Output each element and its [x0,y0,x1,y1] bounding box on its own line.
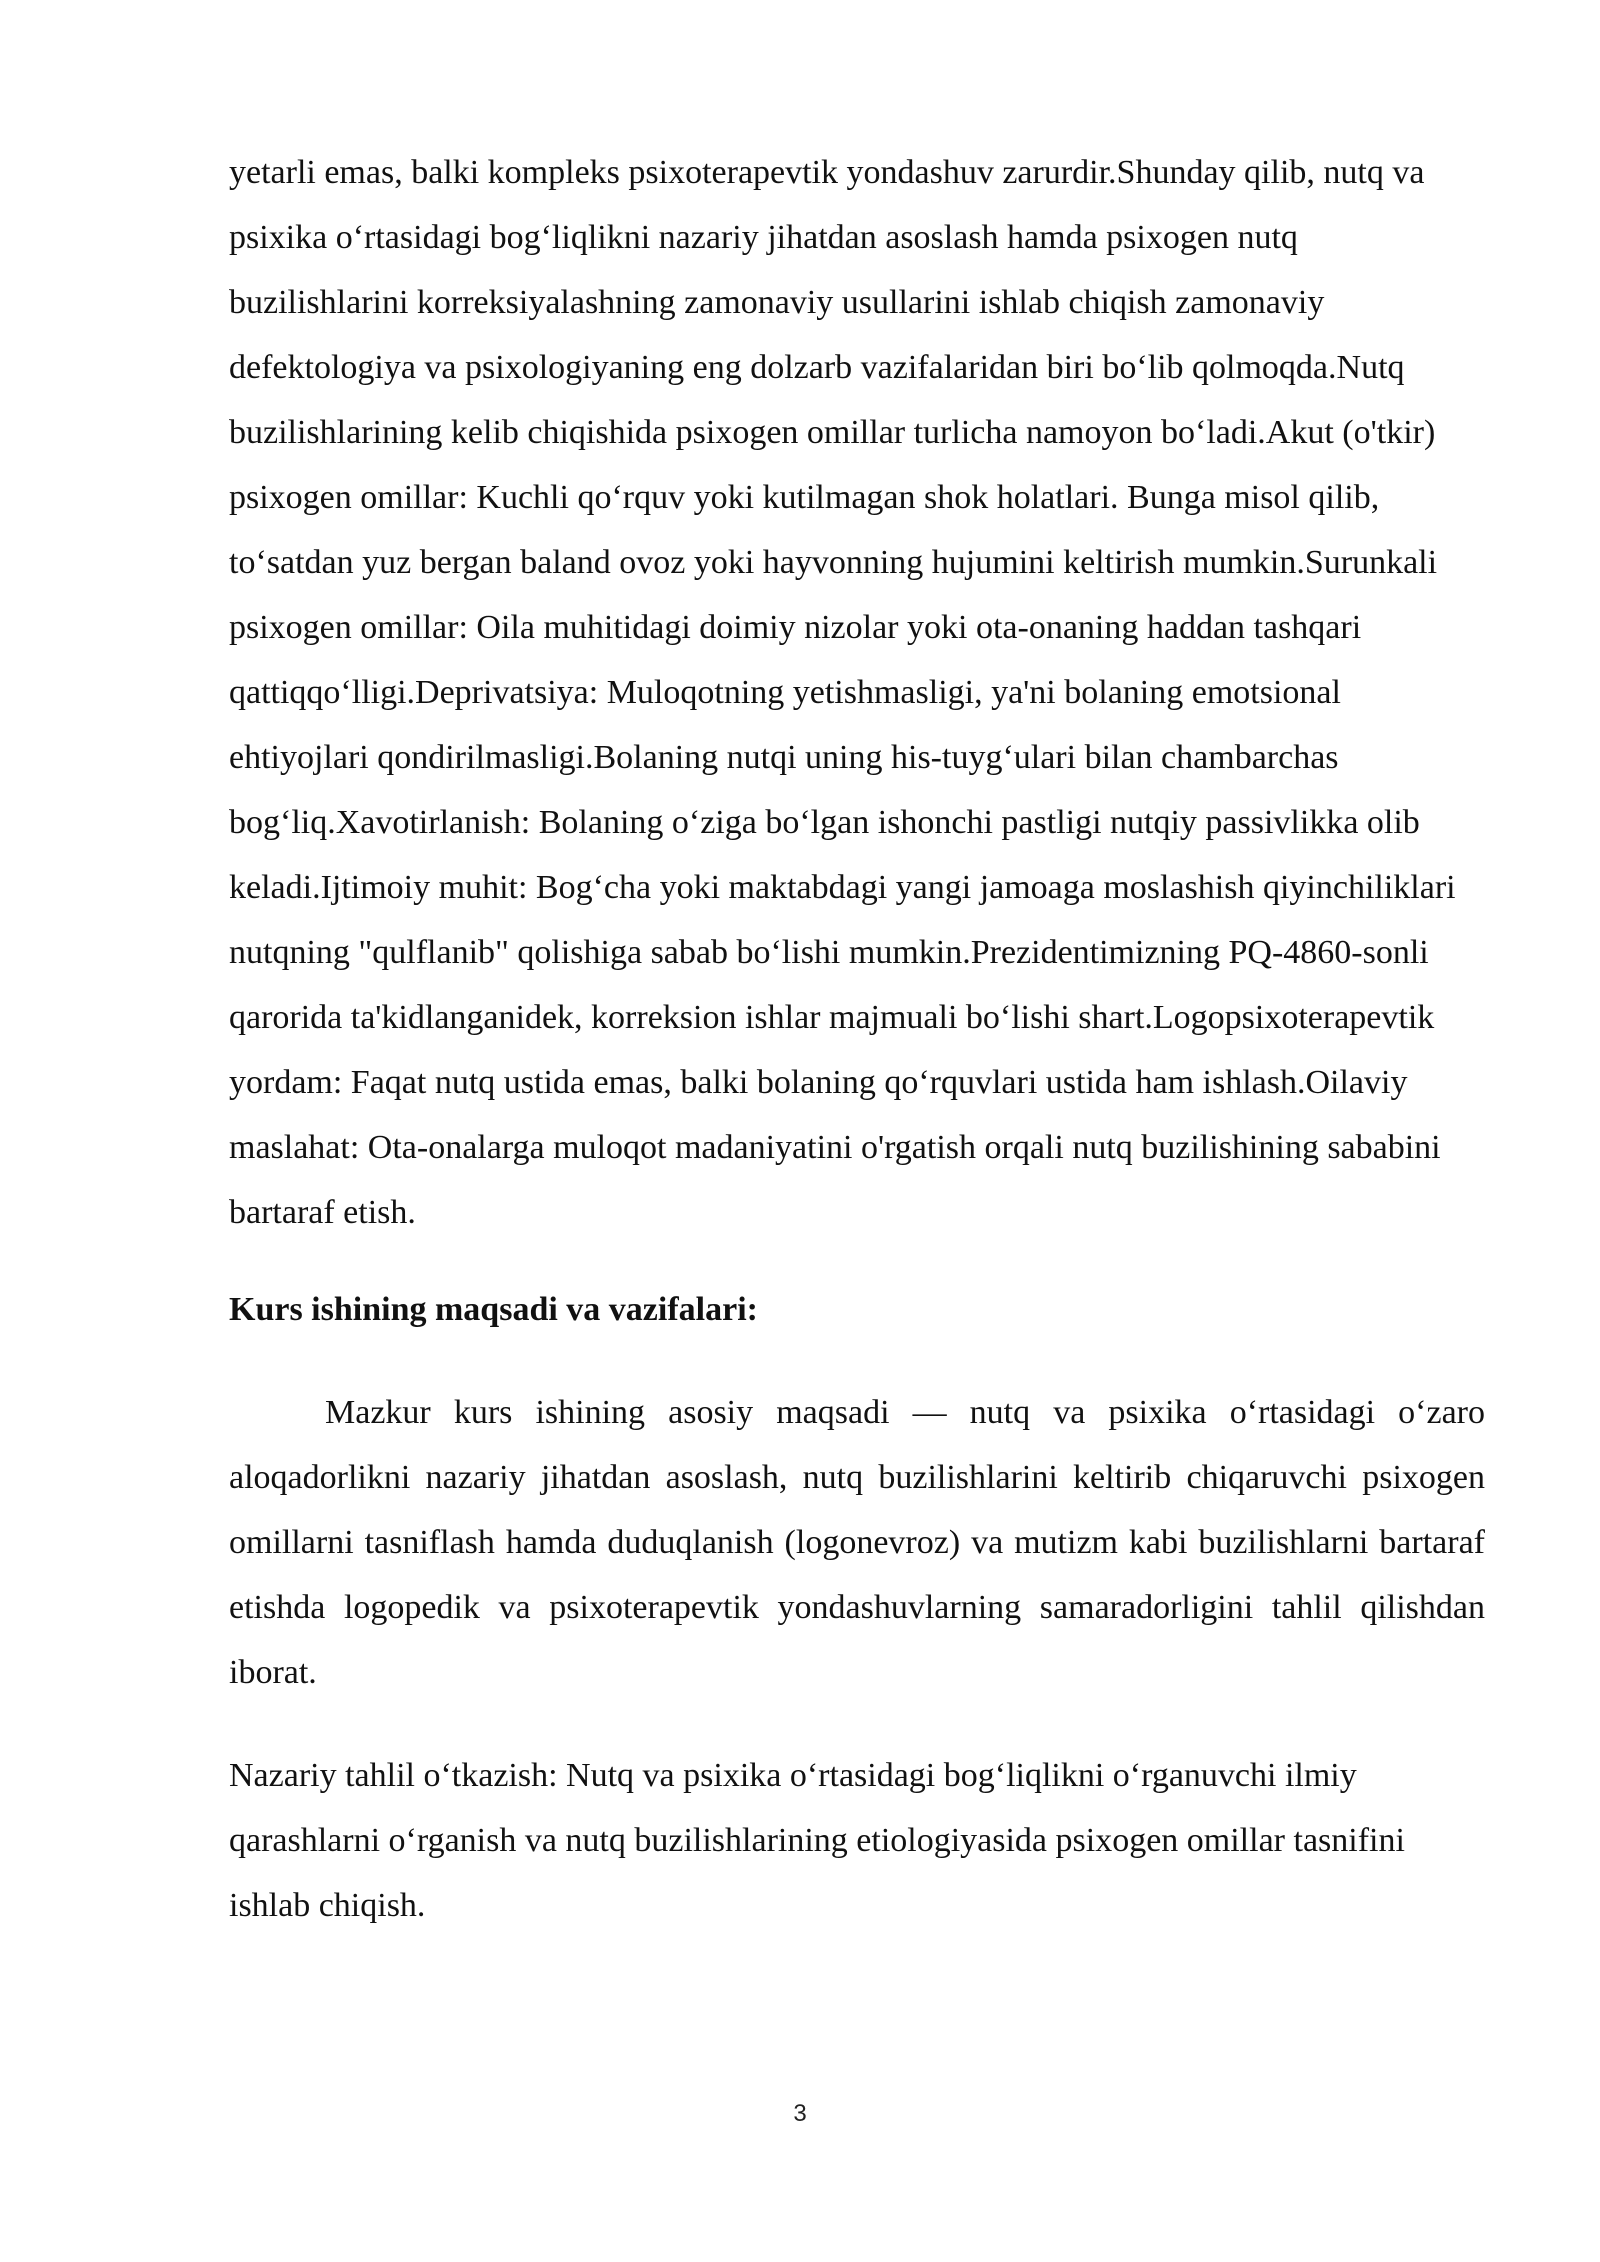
body-paragraph-2: Mazkur kurs ishining asosiy maqsadi — nutq va psixika o‘rtasidagi o‘zaro aloqadorlikni nazariy jihatdan asoslash, nutq buzilishlarini keltirib chiqaruvchi psixogen omillarni tasniflash hamda duduqlanish (logonevroz) va mutizm kabi buzilishlarni bartaraf etishda logopedik va psixoterapevtik yondashuvlarning samaradorligini tahlil qilishdan iborat. [229,1394,1485,1691]
document-body [229,140,1485,1938]
body-paragraph-3: Nazariy tahlil o‘tkazish: Nutq va psixika o‘rtasidagi bog‘liqlikni o‘rganuvchi ilmiy qarashlarni o‘rganish va nutq buzilishlarining etiologiyasida psixogen omillar tasnifini ishlab chiqish. [229,1757,1405,1924]
section-heading: Kurs ishining maqsadi va vazifalari: [229,1291,758,1328]
page-number: 3 [793,2100,807,2127]
body-paragraph-1: yetarli emas, balki kompleks psixoterapevtik yondashuv zarurdir.Shunday qilib, nutq va psixika o‘rtasidagi bog‘liqlikni nazariy jihatdan asoslash hamda psixogen nutq buzilishlarini korreksiyalashning zamonaviy usullarini ishlab chiqish zamonaviy defektologiya va psixologiyaning eng dolzarb vazifalaridan biri bo‘lib qolmoqda.Nutq buzilishlarining kelib chiqishida psixogen omillar turlicha namoyon bo‘ladi.Akut (o'tkir) psixogen omillar: Kuchli qo‘rquv yoki kutilmagan shok holatlari. Bunga misol qilib, to‘satdan yuz bergan baland ovoz yoki hayvonning hujumini keltirish mumkin.Surunkali psixogen omillar: Oila muhitidagi doimiy nizolar yoki ota-onaning haddan tashqari qattiqqo‘lligi.Deprivatsiya: Muloqotning yetishmasligi, ya'ni bolaning emotsional ehtiyojlari qondirilmasligi.Bolaning nutqi uning his-tuyg‘ulari bilan chambarchas bog‘liq.Xavotirlanish: Bolaning o‘ziga bo‘lgan ishonchi pastligi nutqiy passivlikka olib keladi.Ijtimoiy muhit: Bog‘cha yoki maktabdagi yangi jamoaga moslashish qiyinchiliklari nutqning "qulflanib" qolishiga sabab bo‘lishi mumkin.Prezidentimizning PQ-4860-sonli qarorida ta'kidlanganidek, korreksion ishlar majmuali bo‘lishi shart.Logopsixoterapevtik yordam: Faqat nutq ustida emas, balki bolaning qo‘rquvlari ustida ham ishlash.Oilaviy maslahat: Ota-onalarga muloqot madaniyatini o'rgatish orqali nutq buzilishining sababini bartaraf etish. [229,154,1456,1231]
